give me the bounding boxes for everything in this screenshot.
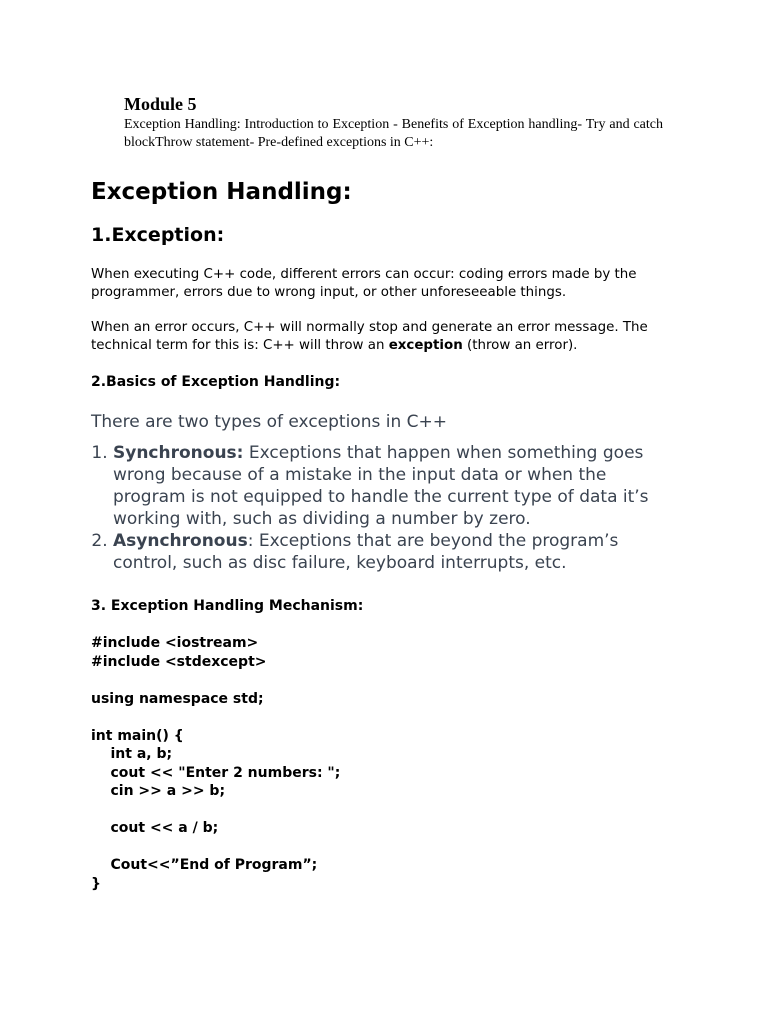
paragraph-2-text-end: (throw an error).	[462, 337, 578, 353]
list-item-asynchronous	[113, 530, 671, 574]
main-content	[91, 174, 671, 893]
module-header	[124, 92, 663, 151]
exception-types-list	[91, 442, 671, 574]
exception-types-intro: There are two types of exceptions in C++	[91, 412, 447, 432]
module-title: Module 5	[124, 94, 197, 114]
paragraph-2-text-start: When an error occurs, C++ will normally stop and generate an error message. The technical term for this is: C++ will throw an	[91, 320, 648, 353]
list-item-text: : Exceptions that are beyond the program’s control, such as disc failure, keyboard interrupts, etc.	[113, 531, 619, 573]
exception-keyword: exception	[388, 337, 463, 353]
list-item-term: Asynchronous	[113, 531, 248, 551]
section-exception-title: 1.Exception:	[91, 224, 225, 246]
section-mechanism-title: 3. Exception Handling Mechanism:	[91, 598, 364, 614]
list-item-text: Exceptions that happen when something goes wrong because of a mistake in the input data or when the program is not equipped to handle the current type of data it’s working with, such as dividing a number by zero.	[113, 443, 649, 529]
page-heading: Exception Handling:	[91, 179, 352, 205]
list-item-synchronous	[113, 442, 671, 530]
section-basics-title: 2.Basics of Exception Handling:	[91, 374, 341, 390]
exception-paragraph-2	[91, 319, 671, 354]
exception-paragraph-1: When executing C++ code, different errors can occur: coding errors made by the programmer, errors due to wrong input, or other unforeseeable things.	[91, 267, 637, 300]
list-item-term: Synchronous:	[113, 443, 244, 463]
code-block: #include <iostream> #include <stdexcept> using namespace std; int main() { int a, b; cout << "Enter 2 numbers: "; cin >> a >> b; cout << a / b; Cout<<”End of Program”; }	[91, 635, 341, 892]
module-description: Exception Handling: Introduction to Exception - Benefits of Exception handling- Try and catch blockThrow statement- Pre-defined exceptions in C++:	[124, 117, 663, 150]
